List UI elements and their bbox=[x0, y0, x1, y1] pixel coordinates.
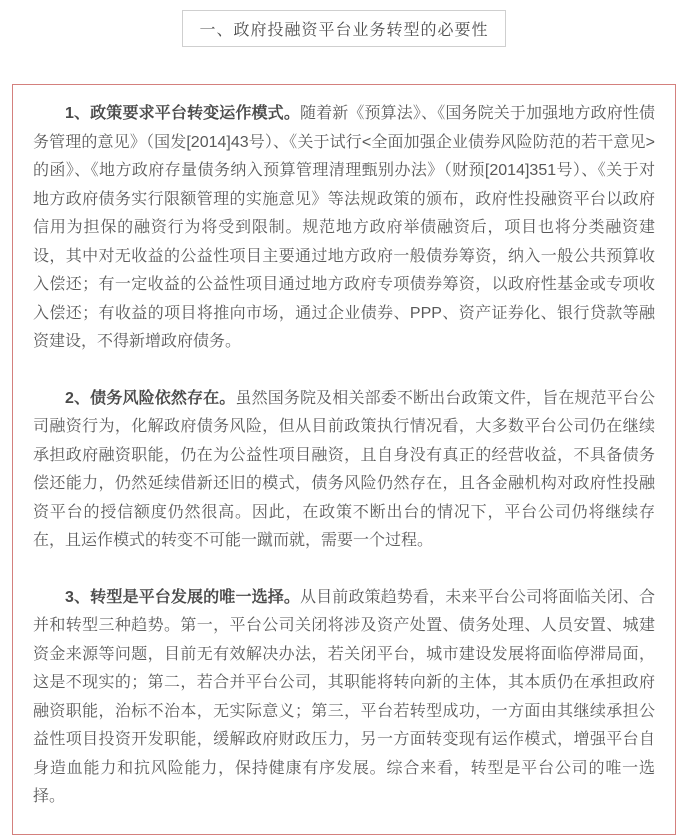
paragraph-lead: 1、政策要求平台转变运作模式。 bbox=[65, 105, 300, 122]
section-title-wrap bbox=[0, 0, 688, 47]
section-title: 一、政府投融资平台业务转型的必要性 bbox=[182, 10, 505, 47]
paragraph-policy bbox=[33, 100, 655, 357]
paragraph-body: 随着新《预算法》、《国务院关于加强地方政府性债务管理的意见》（国发[2014]43号）、《关于试行<全面加强企业债券风险防范的若干意见>的函》、《地方政府存量债务纳入预算管理清理甄别办法》（财预[2014]351号）、《关于对地方政府债务实行限额管理的实施意见》等法规政策的颁布，政府性投融资平台以政府信用为担保的融资行为将受到限制。规范地方政府举债融资后，项目也将分类融资建设，其中对无收益的公益性项目主要通过地方政府一般债券筹资，纳入一般公共预算收入偿还；有一定收益的公益性项目通过地方政府专项债券筹资，以政府性基金或专项收入偿还；有收益的项目将推向市场，通过企业债券、PPP、资产证券化、银行贷款等融资建设，不得新增政府债务。 bbox=[33, 105, 655, 350]
paragraph-body: 虽然国务院及相关部委不断出台政策文件，旨在规范平台公司融资行为，化解政府债务风险，但从目前政策执行情况看，大多数平台公司仍在继续承担政府融资职能，仍在为公益性项目融资，且自身没有真正的经营收益，不具备债务偿还能力，仍然延续借新还旧的模式，债务风险仍然存在，且各金融机构对政府性投融资平台的授信额度仍然很高。因此，在政策不断出台的情况下，平台公司仍将继续存在，且运作模式的转变不可能一蹴而就，需要一个过程。 bbox=[33, 389, 655, 549]
paragraph-transformation bbox=[33, 584, 655, 812]
paragraph-lead: 2、债务风险依然存在。 bbox=[65, 389, 236, 407]
paragraph-body: 从目前政策趋势看，未来平台公司将面临关闭、合并和转型三种趋势。第一，平台公司关闭将涉及资产处置、债务处理、人员安置、城建资金来源等问题，目前无有效解决办法，若关闭平台，城市建设发展将面临停滞局面，这是不现实的；第二，若合并平台公司，其职能将转向新的主体，其本质仍在承担政府融资职能，治标不治本，无实际意义；第三，平台若转型成功，一方面由其继续承担公益性项目投资开发职能，缓解政府财政压力，另一方面转变现有运作模式，增强平台自身造血能力和抗风险能力，保持健康有序发展。综合来看，转型是平台公司的唯一选择。 bbox=[33, 588, 655, 805]
content-panel bbox=[12, 84, 676, 835]
paragraph-debt-risk bbox=[33, 385, 655, 556]
paragraph-lead: 3、转型是平台发展的唯一选择。 bbox=[65, 588, 301, 606]
